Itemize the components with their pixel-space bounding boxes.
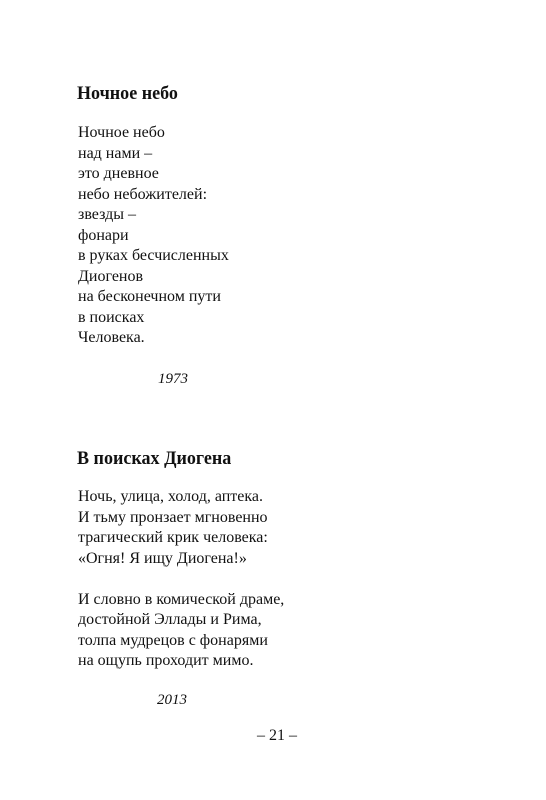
poem-line: И словно в комической драме, — [78, 590, 285, 608]
poem-title-nochnoe-nebo: Ночное небо — [77, 83, 178, 104]
poem-line: это дневное — [78, 165, 159, 182]
poem-line: фонари — [78, 226, 129, 244]
poem-line: И тьму пронзает мгновенно — [78, 508, 268, 526]
poem-line: в руках бесчисленных — [78, 247, 229, 264]
poem-line: толпа мудрецов с фонарями — [78, 631, 268, 649]
poem-line: в поисках — [78, 308, 145, 326]
poem-line: Человека. — [78, 329, 145, 346]
poem-line: Ночное небо — [78, 124, 165, 141]
poem-line: над нами – — [78, 144, 153, 162]
poem-line: «Огня! Я ищу Диогена!» — [78, 549, 247, 567]
poem-body-v-poiskakh-diogena — [78, 487, 284, 672]
poem-line: достойной Эллады и Рима, — [78, 611, 262, 628]
poem-line: на бесконечном пути — [78, 288, 221, 305]
page-number: – 21 – — [257, 727, 297, 744]
poem-line: небо небожителей: — [78, 185, 208, 203]
poem-line: звезды – — [78, 206, 136, 223]
stanza-break — [78, 569, 284, 590]
poem-year-2013: 2013 — [157, 692, 187, 708]
poem-body-nochnoe-nebo — [78, 123, 229, 349]
poem-line: трагический крик человека: — [78, 529, 268, 546]
poem-line: на ощупь проходит мимо. — [78, 652, 254, 669]
poem-line: Ночь, улица, холод, аптека. — [78, 488, 264, 505]
poem-line: Диогенов — [78, 267, 144, 285]
poem-year-1973: 1973 — [158, 371, 188, 387]
poem-title-v-poiskakh-diogena: В поисках Диогена — [77, 448, 232, 469]
